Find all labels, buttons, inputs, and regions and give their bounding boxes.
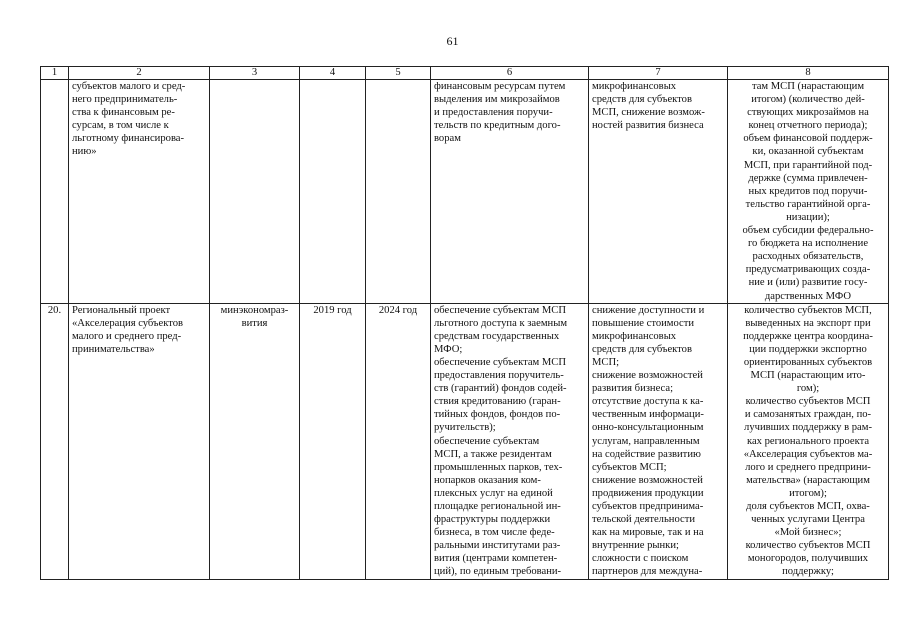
text-line: минэкономраз-	[220, 304, 289, 316]
text-line: ции поддержки экспортно	[749, 343, 867, 355]
text-line: площадке региональной ин-	[434, 501, 561, 512]
text-line: партнеров для междуна-	[592, 566, 703, 578]
header-cell-2: 2	[69, 67, 210, 80]
text-line: нопарков оказания ком-	[434, 474, 541, 486]
text-line: повышение стоимости	[592, 317, 695, 329]
text-line: предоставления поручитель-	[434, 370, 564, 382]
text-line: ствующих микрозаймов на	[747, 107, 869, 119]
text-line: микрофинансовых	[592, 81, 677, 92]
text-line: ций), по единым требовани-	[434, 566, 562, 578]
text-line: средствам государственных	[434, 330, 560, 342]
text-line: дарственных МФО	[764, 290, 852, 302]
text-line: микрофинансовых	[592, 330, 677, 342]
text-line: ках регионального проекта	[746, 435, 870, 447]
text-line: МФО;	[434, 343, 463, 355]
text-line: бизнеса, в том числе феде-	[434, 527, 555, 539]
header-cell-6: 6	[431, 67, 589, 80]
header-cell-8: 8	[728, 67, 889, 80]
cell-consequences	[589, 303, 728, 579]
cell-start-year	[300, 80, 366, 304]
text-line: отсутствие доступа к ка-	[592, 396, 704, 408]
text-line: внутренние рынки;	[592, 540, 679, 552]
text-line: лого и среднего предприни-	[745, 461, 871, 473]
text-line: ностей развития бизнеса	[592, 120, 704, 132]
header-cell-4: 4	[300, 67, 366, 80]
text-line: чественным информаци-	[592, 409, 704, 421]
cell-expected-result	[431, 303, 589, 579]
text-line: обеспечение субъектам МСП	[434, 356, 567, 368]
text-line: снижение возможностей	[592, 370, 703, 382]
text-line: ства к финансовым ре-	[72, 107, 175, 119]
text-line: итогом) (количество дей-	[751, 94, 865, 106]
text-line: нию»	[72, 146, 97, 158]
text-line: низации);	[786, 211, 830, 223]
text-line: льготного доступа к заемным	[434, 317, 568, 329]
text-line: конец отчетного периода);	[748, 120, 868, 132]
table-row-continuation	[41, 80, 889, 304]
cell-responsible	[210, 303, 300, 579]
text-line: и предоставления поручи-	[434, 107, 553, 119]
text-line: ние и (или) развитие госу-	[748, 277, 868, 289]
cell-task-name	[69, 80, 210, 304]
text-line: вития (центрами компетен-	[434, 553, 558, 565]
text-line: вития	[241, 317, 268, 329]
text-line: выделения им микрозаймов	[434, 94, 560, 106]
text-line: субъектов предпринима-	[592, 501, 704, 512]
text-line: обеспечение субъектам МСП	[434, 304, 567, 316]
text-line: итогом);	[789, 487, 827, 499]
text-line: ки, оказанной субъектам	[752, 146, 864, 158]
text-line: развития бизнеса;	[592, 383, 674, 395]
header-cell-3: 3	[210, 67, 300, 80]
page-number: 61	[446, 34, 459, 48]
text-line: льготному финансирова-	[72, 133, 185, 145]
text-line: предусматривающих созда-	[745, 264, 871, 276]
text-line: МСП (нарастающим ито-	[750, 370, 866, 382]
text-line: ворам	[434, 133, 461, 145]
text-line: поддержке центра координа-	[743, 330, 873, 342]
cell-start-year: 2019 год	[300, 303, 366, 579]
text-line: тельство гарантийной орга-	[745, 198, 871, 210]
text-line: фраструктуры поддержки	[434, 514, 551, 526]
cell-indicators	[728, 80, 889, 304]
cell-indicators	[728, 303, 889, 579]
text-line: доля субъектов МСП, охва-	[746, 501, 870, 512]
text-line: выведенных на экспорт при	[745, 317, 871, 329]
header-cell-5: 5	[366, 67, 431, 80]
text-line: снижение возможностей	[592, 474, 703, 486]
header-row	[41, 67, 889, 80]
header-cell-7: 7	[589, 67, 728, 80]
text-line: на содействие развитию	[592, 448, 701, 460]
text-line: мательства» (нарастающим	[746, 474, 870, 486]
text-line: субъектов малого и сред-	[72, 81, 186, 92]
text-line: «Акселерация субъектов ма-	[743, 448, 873, 460]
text-line: поддержку;	[782, 566, 834, 578]
cell-task-name	[69, 303, 210, 579]
text-line: количество субъектов МСП,	[744, 304, 872, 316]
text-line: сурсам, в том числе к	[72, 120, 169, 132]
text-line: тельств по кредитным дого-	[434, 120, 561, 132]
text-line: го бюджета на исполнение	[747, 238, 869, 250]
text-line: МСП, снижение возмож-	[592, 107, 705, 119]
text-line: ных кредитов под поручи-	[748, 185, 868, 197]
text-line: промышленных парков, тех-	[434, 461, 563, 473]
text-line: объем субсидии федерально-	[742, 225, 874, 237]
text-line: там МСП (нарастающим	[751, 81, 865, 92]
text-line: плексных услуг на единой	[434, 487, 553, 499]
program-table	[40, 66, 889, 580]
text-line: Региональный проект	[72, 304, 171, 316]
text-line: как на мировые, так и на	[592, 527, 704, 539]
cell-num: 20.	[41, 303, 69, 579]
text-line: ориентированных субъектов	[743, 356, 873, 368]
text-line: средств для субъектов	[592, 94, 692, 106]
text-line: онно-консультационным	[592, 422, 704, 434]
text-line: тельской деятельности	[592, 514, 696, 526]
text-line: финансовым ресурсам путем	[434, 81, 566, 92]
header-cell-1: 1	[41, 67, 69, 80]
text-line: субъектов МСП;	[592, 461, 667, 473]
text-line: «Акселерация субъектов	[72, 317, 184, 329]
text-line: объем финансовой поддерж-	[743, 133, 873, 145]
text-line: ств (гарантий) фондов содей-	[434, 383, 567, 395]
table-row-20	[41, 303, 889, 579]
text-line: средств для субъектов	[592, 343, 692, 355]
text-line: тийных фондов, фондов по-	[434, 409, 561, 421]
text-line: гом);	[796, 383, 820, 395]
cell-num	[41, 80, 69, 304]
text-line: количество субъектов МСП	[745, 396, 871, 408]
text-line: количество субъектов МСП	[745, 540, 871, 552]
text-line: расходных обязательств,	[752, 251, 864, 263]
cell-end-year	[366, 80, 431, 304]
text-line: малого и среднего пред-	[72, 330, 182, 342]
text-line: снижение доступности и	[592, 304, 705, 316]
text-line: него предприниматель-	[72, 94, 178, 106]
text-line: МСП;	[592, 356, 620, 368]
text-line: сложности с поиском	[592, 553, 689, 565]
cell-expected-result	[431, 80, 589, 304]
text-line: продвижения продукции	[592, 487, 704, 499]
text-line: ченных услугами Центра	[751, 514, 865, 526]
cell-end-year: 2024 год	[366, 303, 431, 579]
text-line: ральными институтами раз-	[434, 540, 561, 552]
cell-responsible	[210, 80, 300, 304]
text-line: «Мой бизнес»;	[774, 527, 842, 539]
text-line: услугам, направленным	[592, 435, 700, 447]
text-line: ручительств);	[434, 422, 496, 434]
text-line: ствия кредитованию (гаран-	[434, 396, 561, 408]
text-line: МСП, при гарантийной под-	[743, 159, 873, 171]
text-line: моногородов, получивших	[747, 553, 869, 565]
text-line: принимательства»	[72, 343, 155, 355]
text-line: держке (сумма привлечен-	[748, 172, 868, 184]
text-line: лучивших поддержку в рам-	[744, 422, 872, 434]
text-line: МСП, а также резидентам	[434, 448, 552, 460]
text-line: и самозанятых граждан, по-	[744, 409, 872, 421]
cell-consequences	[589, 80, 728, 304]
text-line: обеспечение субъектам	[434, 435, 540, 447]
